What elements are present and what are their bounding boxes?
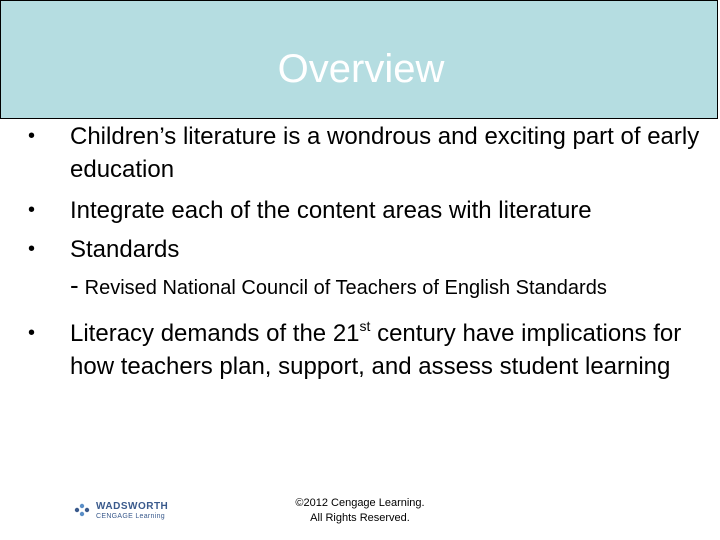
wadsworth-logo-icon <box>72 500 92 520</box>
bullet-marker: • <box>28 125 36 147</box>
bullet-list <box>28 120 708 383</box>
title-bar <box>0 0 718 119</box>
bullet-text-before: Literacy demands of the 21 <box>70 320 360 347</box>
logo-wordmark-bottom: CENGAGE Learning <box>96 513 165 520</box>
bullet-item <box>28 317 708 383</box>
slide-title: Overview <box>277 47 445 91</box>
copyright-line-2: All Rights Reserved. <box>310 512 410 524</box>
bullet-marker: • <box>28 322 36 344</box>
logo-wordmark-top: WADSWORTH <box>96 501 169 512</box>
bullet-text: Children’s literature is a wondrous and exciting part of early education <box>70 123 700 183</box>
bullet-text: Integrate each of the content areas with literature <box>70 197 592 224</box>
bullet-text: Standards <box>70 236 180 263</box>
bullet-marker: • <box>28 238 36 260</box>
bullet-text-superscript: st <box>359 318 371 334</box>
sub-bullet-text: Revised National Council of Teachers of English Standards <box>84 277 607 299</box>
bullet-marker: • <box>28 199 36 221</box>
sub-bullet-item <box>28 270 708 303</box>
bullet-item <box>28 233 708 266</box>
copyright-notice <box>260 496 460 526</box>
bullet-text-after: century have implications for how teachers plan, support, and assess student learning <box>70 320 682 380</box>
wadsworth-logo <box>72 496 182 528</box>
bullet-item <box>28 194 708 227</box>
sub-bullet-marker: - <box>70 270 79 300</box>
copyright-line-1: ©2012 Cengage Learning. <box>295 497 425 509</box>
bullet-item <box>28 120 708 186</box>
